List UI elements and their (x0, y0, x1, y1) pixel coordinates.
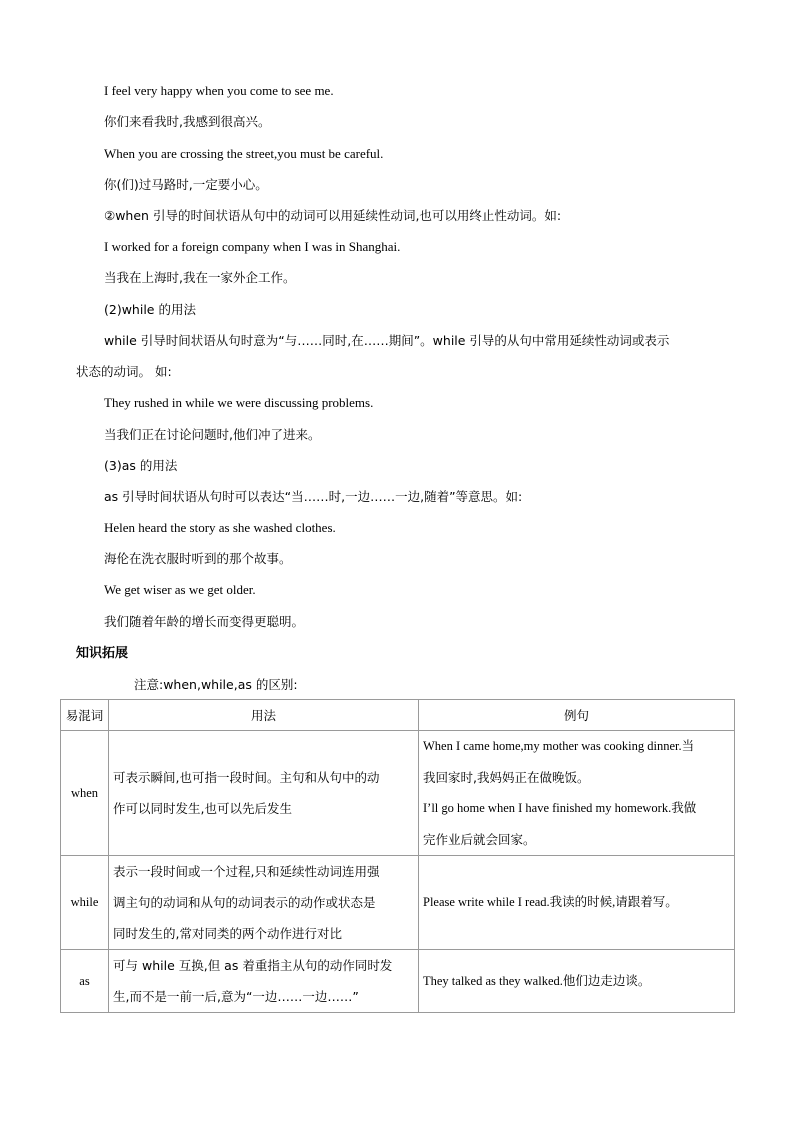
row-usage (109, 950, 419, 1013)
example-sentence-en: They rushed in while we were discussing problems. (104, 395, 374, 410)
example-sentence-en: We get wiser as we get older. (104, 582, 256, 597)
usage-line: 可表示瞬间,也可指一段时间。主句和从句中的动 (113, 770, 380, 785)
example-line: When I came home,my mother was cooking dinner.当 (423, 739, 695, 753)
table-note: 注意:when,while,as 的区别: (134, 677, 298, 692)
example-sentence-en: I worked for a foreign company when I was in Shanghai. (104, 239, 401, 254)
usage-line: 调主句的动词和从句的动词表示的动作或状态是 (113, 895, 376, 910)
example-translation: 当我们正在讨论问题时,他们冲了进来。 (104, 427, 321, 442)
usage-line: 可与 while 互换,但 as 着重指主从句的动作同时发 (113, 958, 393, 973)
usage-line: 作可以同时发生,也可以先后发生 (113, 801, 292, 816)
example-sentence-en: When you are crossing the street,you must be careful. (104, 146, 384, 161)
example-line: I’ll go home when I have finished my homework.我做 (423, 801, 697, 815)
example-translation: 你们来看我时,我感到很高兴。 (104, 114, 271, 129)
subheading-while: (2)while 的用法 (104, 302, 196, 317)
header-examples: 例句 (419, 700, 735, 731)
example-sentence-en: I feel very happy when you come to see me. (104, 83, 334, 98)
example-line: 我回家时,我妈妈正在做晚饭。 (423, 770, 590, 785)
table-row (61, 856, 735, 950)
row-examples (419, 856, 735, 950)
row-word: as (61, 950, 109, 1013)
example-translation: 当我在上海时,我在一家外企工作。 (104, 270, 296, 285)
row-usage (109, 856, 419, 950)
subheading-as: (3)as 的用法 (104, 458, 178, 473)
example-translation: 你(们)过马路时,一定要小心。 (104, 177, 268, 192)
row-word: while (61, 856, 109, 950)
rule-when-2: ②when 引导的时间状语从句中的动词可以用延续性动词,也可以用终止性动词。如: (104, 208, 562, 223)
usage-line: 表示一段时间或一个过程,只和延续性动词连用强 (113, 864, 380, 879)
row-examples (419, 950, 735, 1013)
row-word: when (61, 731, 109, 856)
example-line: 完作业后就会回家。 (423, 832, 536, 847)
rule-as: as 引导时间状语从句时可以表达“当……时,一边……一边,随着”等意思。如: (104, 489, 523, 504)
rule-while: while 引导时间状语从句时意为“与……同时,在……期间”。while 引导的从句中常用延续性动词或表示 (104, 333, 670, 348)
row-usage (109, 731, 419, 856)
comparison-table (60, 699, 735, 1013)
table-header-row (61, 700, 735, 731)
section-title: 知识拓展 (76, 646, 129, 661)
usage-line: 生,而不是一前一后,意为“一边……一边……” (113, 989, 359, 1004)
example-translation: 海伦在洗衣服时听到的那个故事。 (104, 551, 292, 566)
table-row (61, 731, 735, 856)
example-line: Please write while I read.我读的时候,请跟着写。 (423, 895, 678, 909)
example-sentence-en: Helen heard the story as she washed clothes. (104, 520, 336, 535)
header-usage: 用法 (109, 700, 419, 731)
rule-while-cont: 状态的动词。 如: (76, 364, 172, 379)
table-row (61, 950, 735, 1013)
header-word: 易混词 (61, 700, 109, 731)
example-translation: 我们随着年龄的增长而变得更聪明。 (104, 614, 305, 629)
row-examples (419, 731, 735, 856)
example-line: They talked as they walked.他们边走边谈。 (423, 973, 651, 988)
usage-line: 同时发生的,常对同类的两个动作进行对比 (113, 926, 342, 941)
